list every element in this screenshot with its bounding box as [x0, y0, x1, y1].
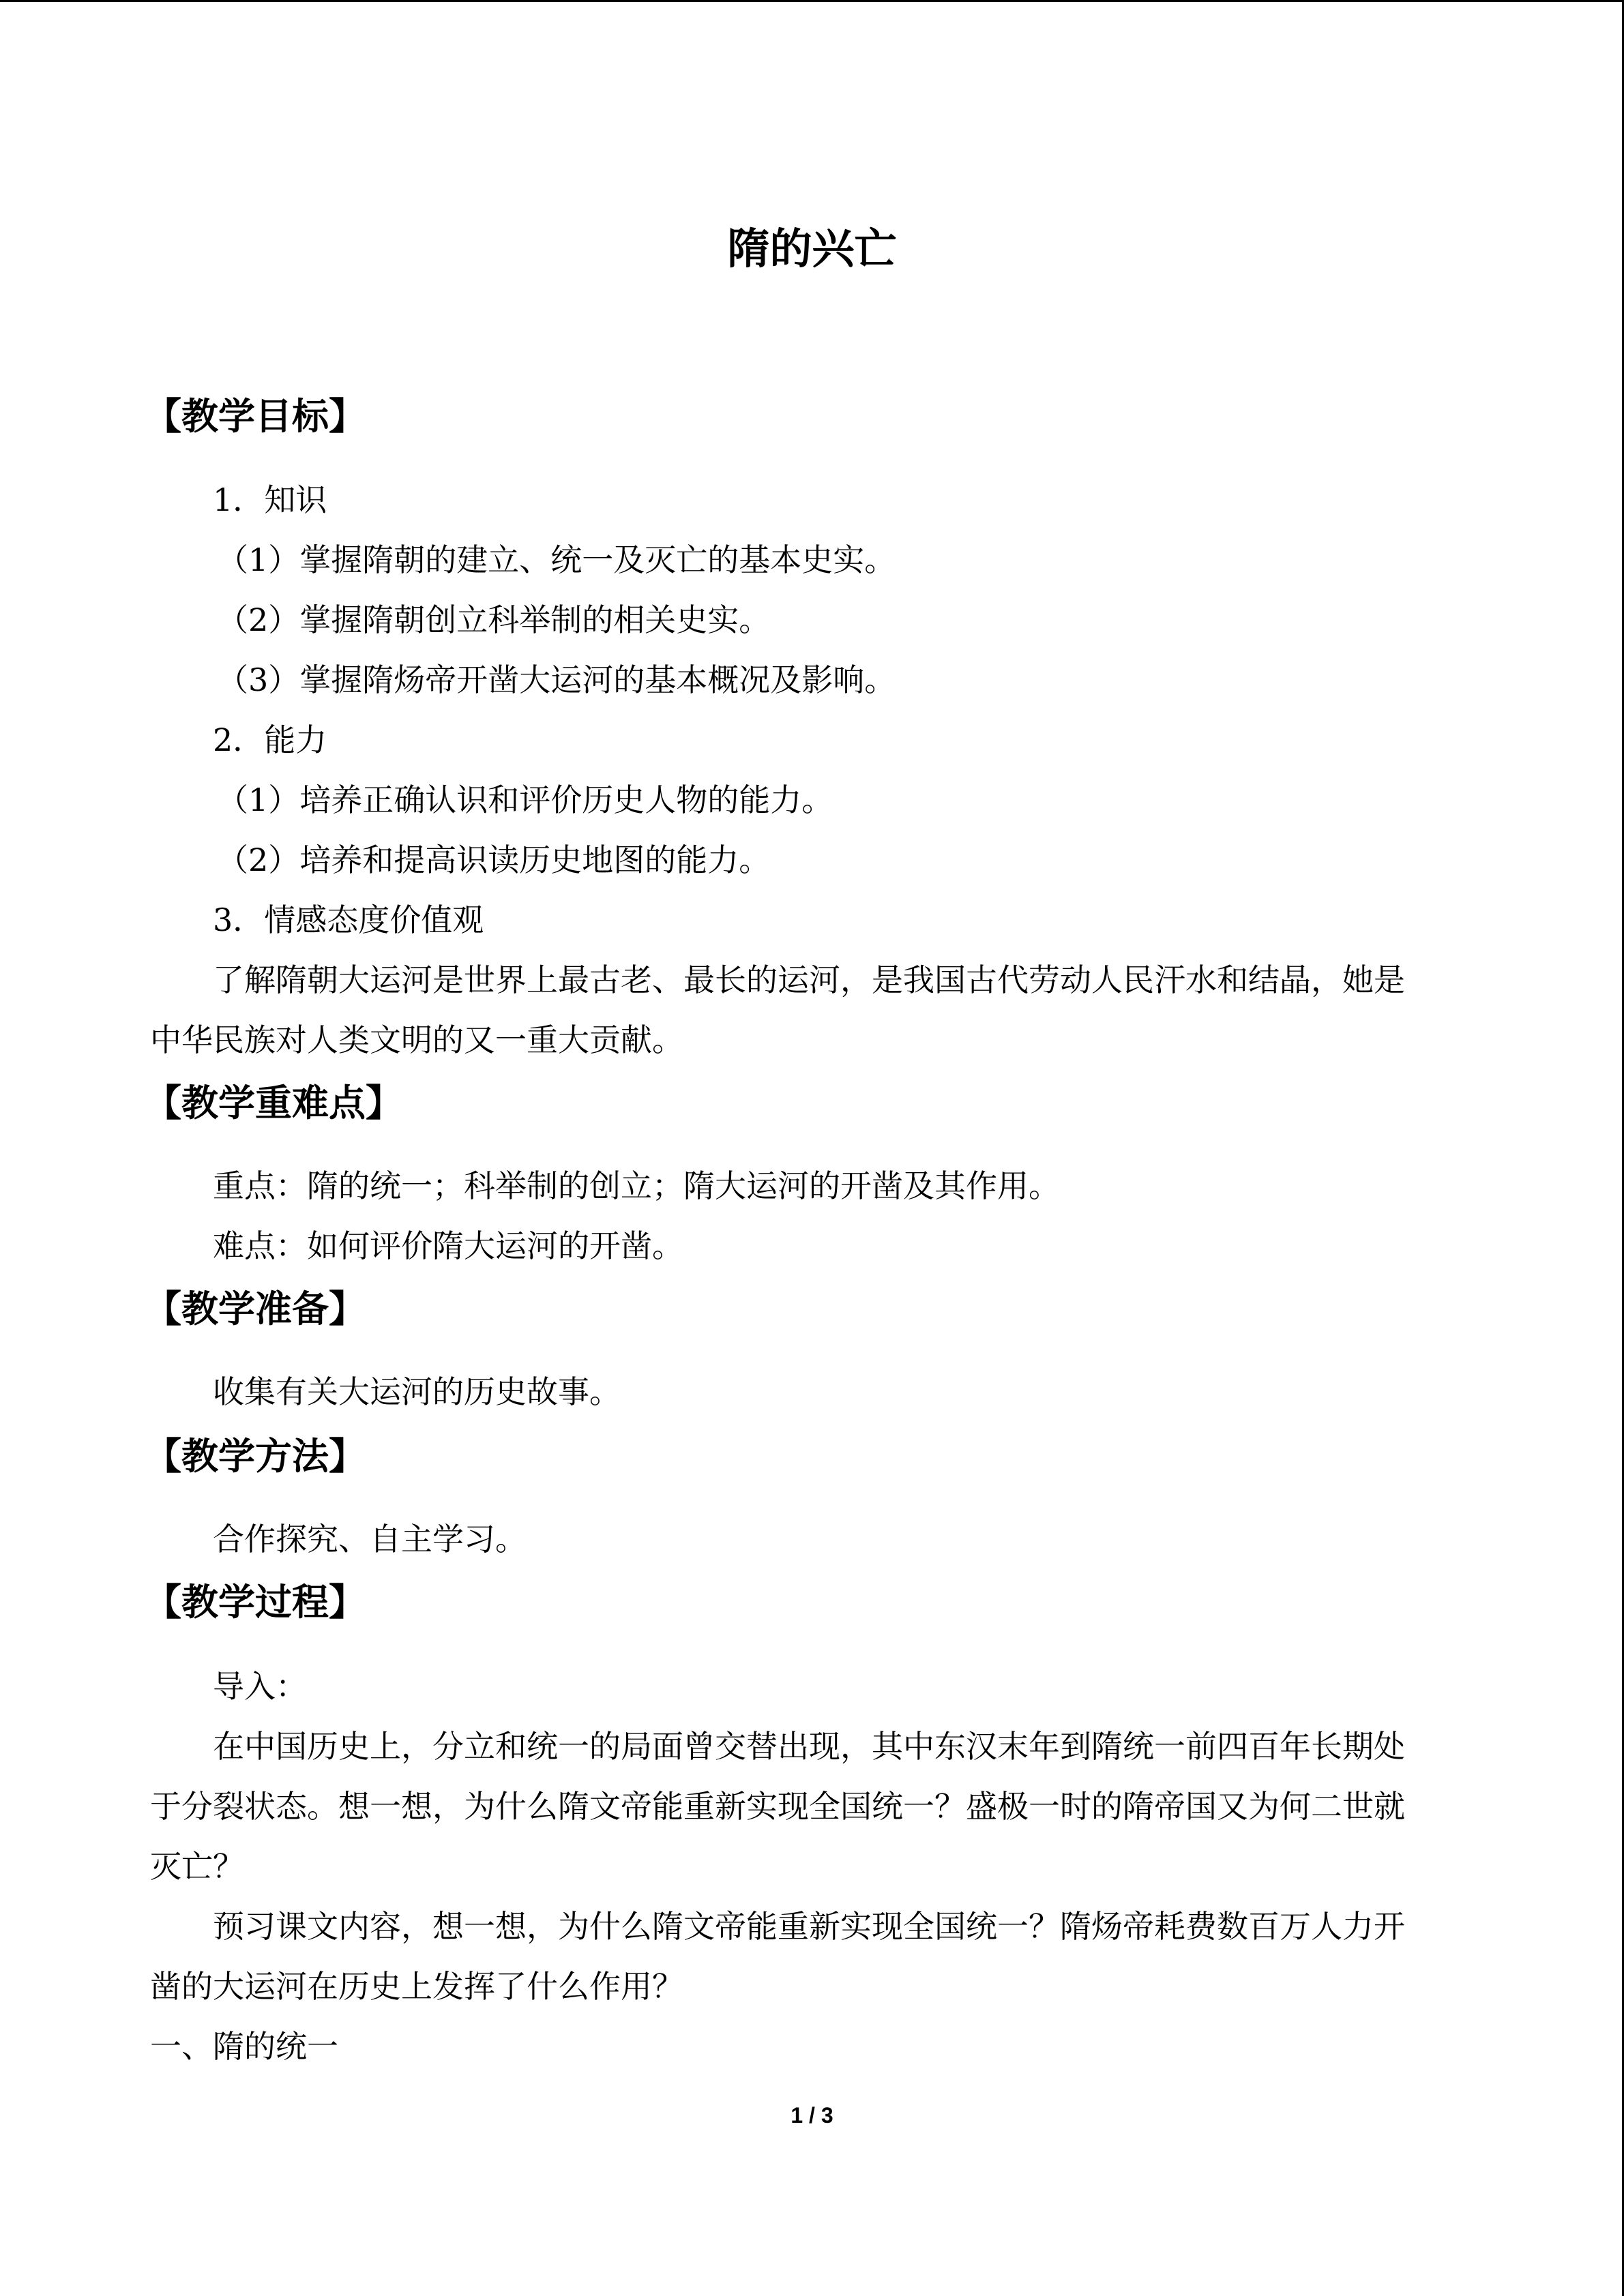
process-paragraph: 预习课文内容，想一想，为什么隋文帝能重新实现全国统一？隋炀帝耗费数百万人力开 [213, 1908, 1405, 1945]
objective-line: 1．知识 [213, 481, 327, 518]
process-paragraph: 在中国历史上，分立和统一的局面曾交替出现，其中东汉末年到隋统一前四百年长期处 [213, 1728, 1405, 1765]
heading-objectives: 【教学目标】 [145, 395, 366, 438]
objective-paragraph: 了解隋朝大运河是世界上最古老、最长的运河，是我国古代劳动人民汗水和结晶，她是 [213, 961, 1405, 998]
heading-key-points: 【教学重难点】 [145, 1082, 402, 1124]
preparation-line: 收集有关大运河的历史故事。 [213, 1373, 621, 1410]
objective-line: （2）掌握隋朝创立科举制的相关史实。 [217, 601, 771, 638]
process-paragraph: 于分裂状态。想一想，为什么隋文帝能重新实现全国统一？盛极一时的隋帝国又为何二世就 [150, 1788, 1405, 1825]
key-point-line: 重点：隋的统一；科举制的创立；隋大运河的开凿及其作用。 [213, 1167, 1060, 1204]
difficulty-line: 难点：如何评价隋大运河的开凿。 [213, 1227, 683, 1264]
objective-line: 3．情感态度价值观 [213, 901, 484, 938]
process-subheading: 一、隋的统一 [150, 2028, 338, 2065]
heading-process: 【教学过程】 [145, 1581, 366, 1624]
methods-line: 合作探究、自主学习。 [213, 1521, 527, 1557]
objective-line: （1）培养正确认识和评价历史人物的能力。 [217, 781, 833, 818]
objective-line: （3）掌握隋炀帝开凿大运河的基本概况及影响。 [217, 661, 896, 698]
heading-preparation: 【教学准备】 [145, 1287, 366, 1330]
process-paragraph: 灭亡？ [150, 1848, 244, 1885]
objective-paragraph: 中华民族对人类文明的又一重大贡献。 [150, 1022, 683, 1058]
process-line: 导入： [213, 1668, 307, 1705]
objective-line: （1）掌握隋朝的建立、统一及灭亡的基本史实。 [217, 541, 896, 578]
heading-methods: 【教学方法】 [145, 1435, 366, 1478]
page-title: 隋的兴亡 [727, 224, 897, 273]
process-paragraph: 凿的大运河在历史上发挥了什么作用？ [150, 1968, 683, 2005]
objective-line: （2）培养和提高识读历史地图的能力。 [217, 841, 771, 878]
page-number: 1 / 3 [791, 2103, 833, 2128]
objective-line: 2．能力 [213, 721, 327, 758]
